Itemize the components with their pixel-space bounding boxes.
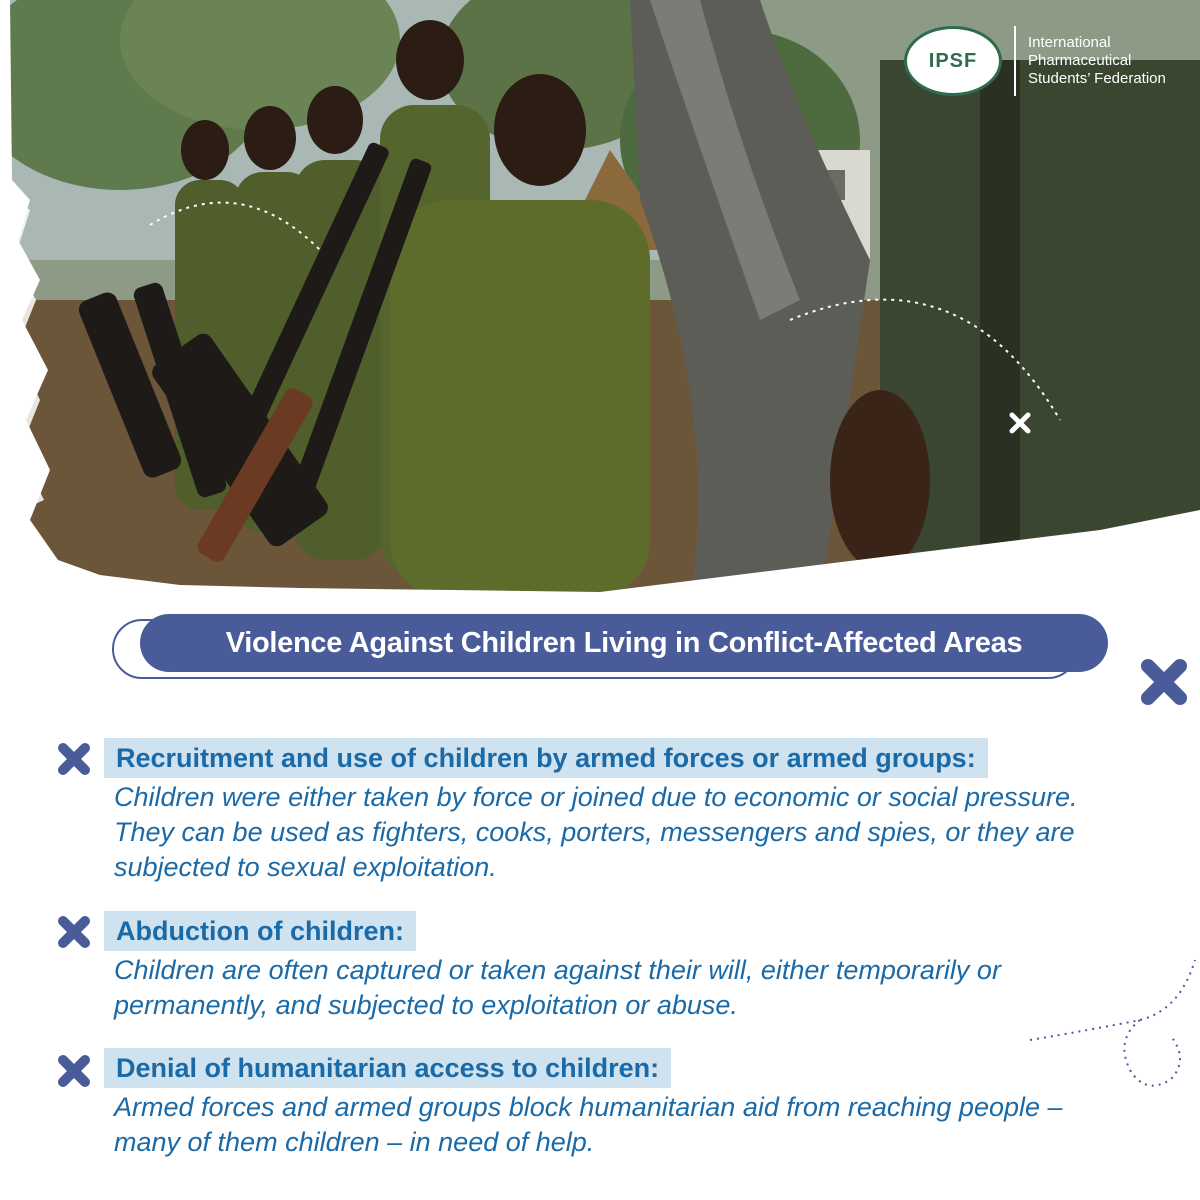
ipsf-emblem bbox=[904, 26, 1002, 96]
logo-line-1: International bbox=[1028, 34, 1111, 51]
item-heading-highlight bbox=[104, 738, 988, 778]
logo-divider bbox=[1014, 26, 1016, 96]
logo-badge-text: IPSF bbox=[928, 49, 978, 72]
logo-line-3: Students’ Federation bbox=[1028, 70, 1166, 87]
item-heading-highlight bbox=[104, 911, 416, 951]
item-body: Children were either taken by force or joined due to economic or social pressure. They can be used as fighters, cooks, porters, messengers and spies, or they are subjected to sexual exploitation. bbox=[114, 782, 1078, 882]
ipsf-logo bbox=[904, 26, 1178, 96]
title-banner bbox=[140, 614, 1108, 672]
item-heading: Recruitment and use of children by armed forces or armed groups: bbox=[116, 742, 976, 773]
item-body: Armed forces and armed groups block humanitarian aid from reaching people – many of them children – in need of help. bbox=[114, 1092, 1063, 1157]
page-title: Violence Against Children Living in Conflict-Affected Areas bbox=[225, 626, 1023, 659]
logo-org-name bbox=[1028, 34, 1178, 88]
item-heading: Denial of humanitarian access to children: bbox=[116, 1052, 660, 1083]
item-body: Children are often captured or taken against their will, either temporarily or permanently, and subjected to exploitation or abuse. bbox=[114, 955, 1001, 1020]
bullet-x-icon bbox=[56, 1053, 92, 1089]
logo-line-2: Pharmaceutical bbox=[1028, 52, 1132, 69]
item-heading-highlight bbox=[104, 1048, 671, 1088]
bullet-x-icon bbox=[56, 914, 92, 950]
bullet-x-icon bbox=[56, 741, 92, 777]
decorative-x-icon bbox=[1138, 656, 1190, 708]
item-heading: Abduction of children: bbox=[116, 915, 404, 946]
